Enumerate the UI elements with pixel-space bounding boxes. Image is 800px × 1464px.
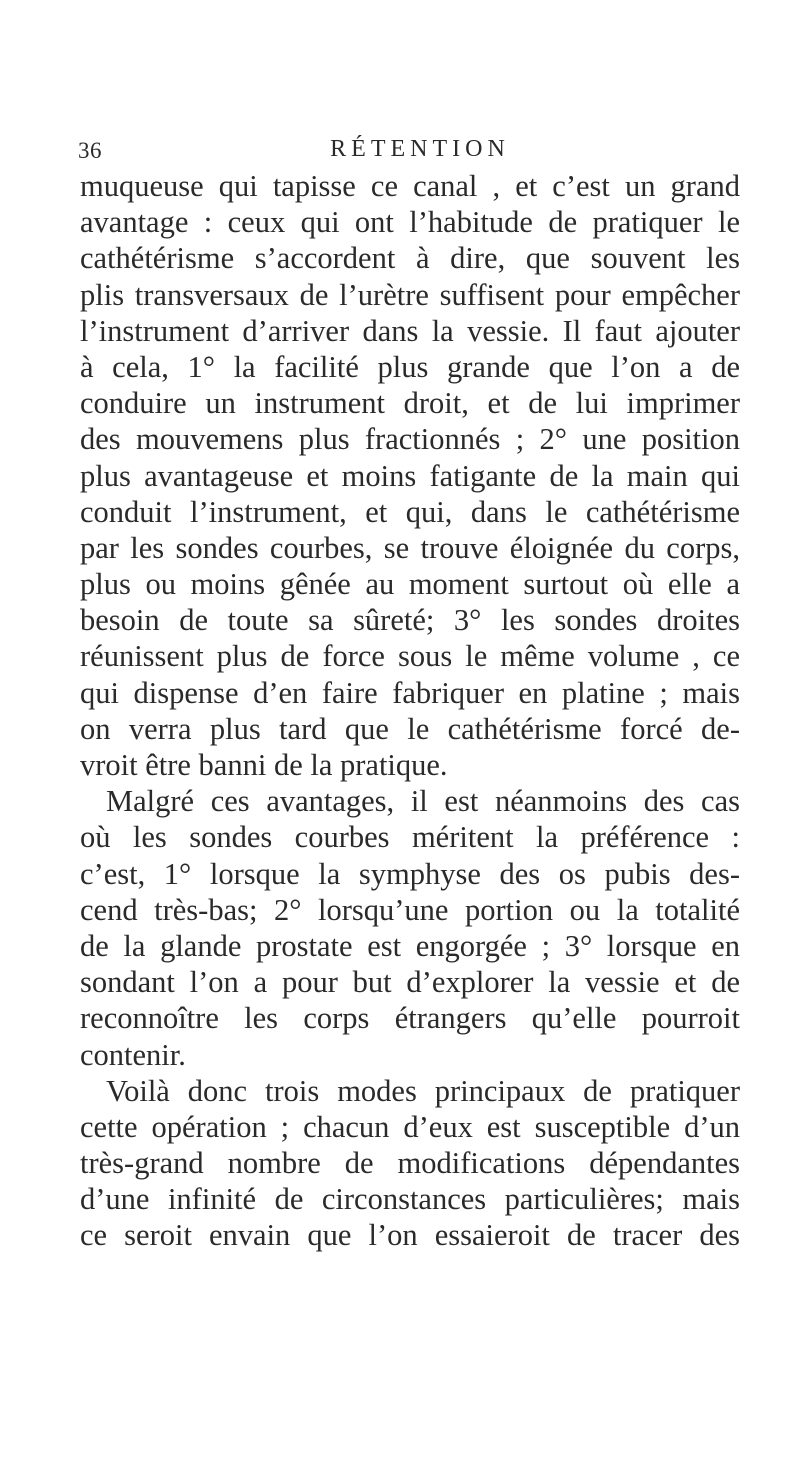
- text-line: reconnoître les corps étrangers qu’elle pourroit: [80, 1001, 740, 1036]
- paragraph-start-line: Malgré ces avantages, il est néanmoins des cas: [106, 784, 740, 819]
- text-line: sondant l’on a pour but d’explorer la vessie et de: [80, 965, 740, 1000]
- text-line: plis transversaux de l’urètre suffisent pour empêcher: [80, 277, 740, 312]
- text-line: conduire un instrument droit, et de lui imprimer: [80, 386, 740, 421]
- paragraph-end-line: contenir.: [80, 1037, 186, 1072]
- paragraph-start-line: Voilà donc trois modes principaux de pratiquer: [106, 1073, 740, 1108]
- text-line: où les sondes courbes méritent la préférence :: [80, 820, 740, 855]
- text-line: l’instrument d’arriver dans la vessie. Il faut ajouter: [80, 313, 740, 348]
- text-line: plus avantageuse et moins fatigante de la main qui: [80, 458, 740, 493]
- text-line: on verra plus tard que le cathétérisme forcé de-: [80, 711, 740, 746]
- text-line: très-grand nombre de modifications dépendantes: [80, 1146, 740, 1181]
- text-line: c’est, 1° lorsque la symphyse des os pubis des-: [80, 856, 740, 891]
- text-line: ce seroit envain que l’on essaieroit de tracer des: [80, 1218, 740, 1253]
- paragraph-end-line: vroit être banni de la pratique.: [80, 748, 448, 782]
- text-line: qui dispense d’en faire fabriquer en platine ; mais: [80, 675, 740, 710]
- text-line: avantage : ceux qui ont l’habitude de pratiquer le: [80, 205, 740, 240]
- text-line: conduit l’instrument, et qui, dans le cathétérisme: [80, 494, 740, 529]
- text-line: de la glande prostate est engorgée ; 3° lorsque en: [80, 928, 740, 963]
- body-text: [80, 168, 740, 1254]
- text-line: à cela, 1° la facilité plus grande que l’on a de: [80, 349, 740, 384]
- running-title: RÉTENTION: [330, 136, 510, 162]
- text-line: cend très-bas; 2° lorsqu’une portion ou la totalité: [80, 892, 740, 927]
- text-line: des mouvemens plus fractionnés ; 2° une position: [80, 422, 740, 457]
- text-line: cathétérisme s’accordent à dire, que souvent les: [80, 241, 740, 276]
- text-line: cette opération ; chacun d’eux est susceptible d’un: [80, 1109, 740, 1144]
- text-line: par les sondes courbes, se trouve éloignée du corps,: [80, 530, 740, 565]
- text-line: plus ou moins gênée au moment surtout où elle a: [80, 567, 740, 602]
- text-line: réunissent plus de force sous le même volume , ce: [80, 639, 740, 674]
- page-number: 36: [78, 138, 102, 163]
- text-line: muqueuse qui tapisse ce canal , et c’est un grand: [80, 169, 740, 203]
- text-line: besoin de toute sa sûreté; 3° les sondes droites: [80, 603, 740, 638]
- text-line: d’une infinité de circonstances particulières; mais: [80, 1182, 740, 1217]
